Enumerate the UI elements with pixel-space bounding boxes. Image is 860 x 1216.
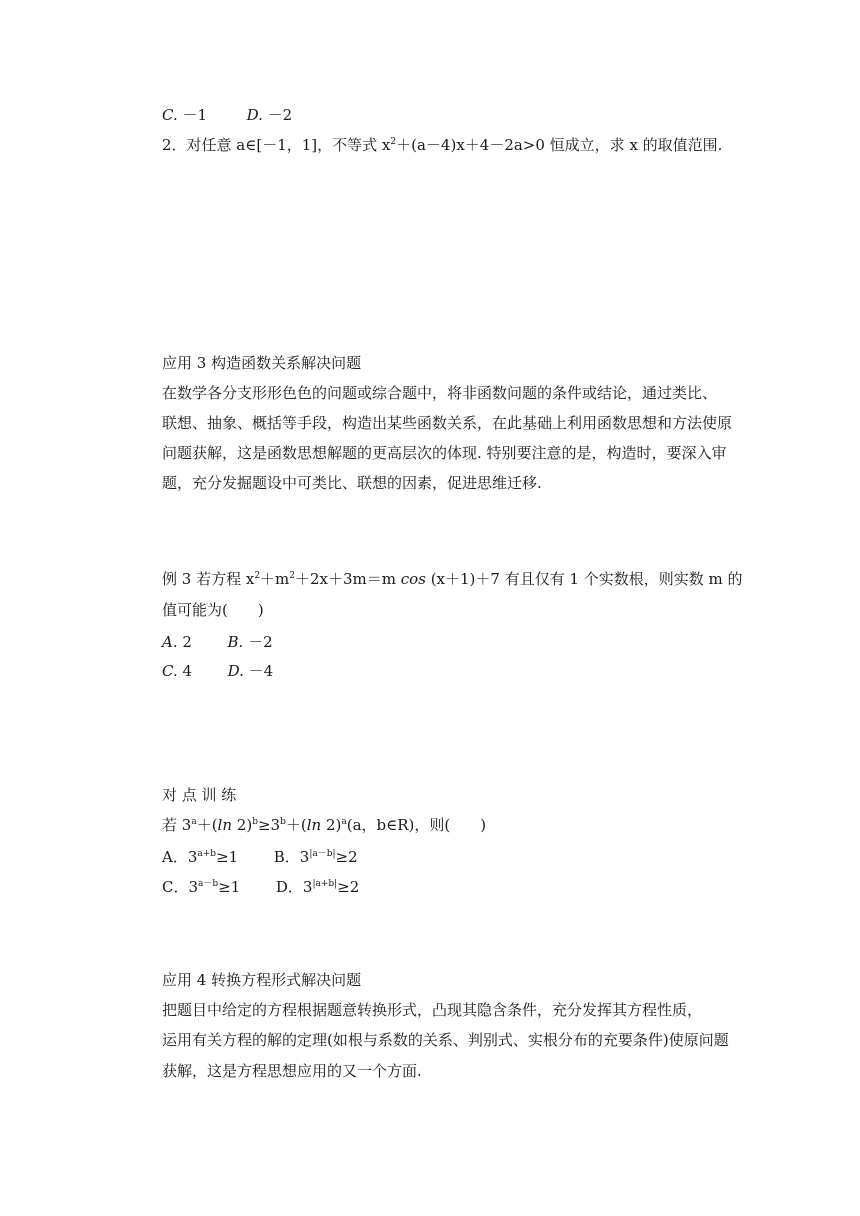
example-3-line-1 bbox=[162, 569, 743, 589]
to-d-sup: |a+b| bbox=[312, 879, 338, 889]
app4-paragraph-line-2: 运用有关方程的解的定理(如根与系数的关系、判别式、实根分布的充要条件)使原问题 bbox=[162, 1031, 729, 1049]
ex3-sup-1: 2 bbox=[254, 571, 261, 581]
ex3-text-b: ＋m bbox=[260, 570, 290, 588]
ex3-text-c: ＋2x＋3m＝m bbox=[295, 570, 401, 588]
tq-sup-2: b bbox=[252, 817, 258, 827]
to-a-sup: a+b bbox=[197, 849, 217, 859]
to-a: A．3 bbox=[162, 848, 198, 866]
tq-4: ≥3 bbox=[257, 816, 281, 834]
tq-sup-1: a bbox=[191, 817, 197, 827]
app4-paragraph-line-1: 把题目中给定的方程根据题意转换形式，凸现其隐含条件，充分发挥其方程性质， bbox=[162, 1001, 703, 1019]
option-c-value: －1 bbox=[182, 106, 208, 124]
app3-paragraph-line-3: 问题获解，这是函数思想解题的更高层次的体现. 特别要注意的是，构造时，要深入审 bbox=[162, 444, 727, 462]
training-options-cd bbox=[162, 877, 359, 897]
ex3-option-d-label: D. bbox=[227, 662, 244, 680]
question-2 bbox=[162, 135, 722, 155]
q2-sup: 2 bbox=[390, 137, 397, 147]
tq-sup-4: a bbox=[341, 817, 347, 827]
example-3-options-cd bbox=[162, 661, 273, 681]
app4-paragraph-line-3: 获解，这是方程思想应用的又一个方面. bbox=[162, 1062, 422, 1080]
to-d-tail: ≥2 bbox=[337, 878, 360, 896]
to-d: D．3 bbox=[275, 878, 313, 896]
training-question bbox=[162, 815, 486, 835]
q1-options-cd bbox=[162, 105, 292, 125]
q2-text-2: ＋(a－4)x＋4－2a>0 恒成立，求 x 的取值范围. bbox=[396, 136, 723, 154]
tq-ln-2: ln bbox=[306, 816, 322, 834]
training-options-ab bbox=[162, 847, 358, 867]
ex3-option-b-label: B. bbox=[227, 633, 244, 651]
ex3-option-c-value: 4 bbox=[182, 662, 193, 680]
app3-paragraph-line-2: 联想、抽象、概括等手段，构造出某些函数关系，在此基础上利用函数思想和方法使原 bbox=[162, 414, 733, 432]
tq-5: ＋( bbox=[285, 816, 307, 834]
ex3-option-a-value: 2 bbox=[182, 633, 192, 651]
option-d-value: －2 bbox=[267, 106, 293, 124]
section-heading-app4: 应用 4 转换方程形式解决问题 bbox=[162, 971, 362, 989]
ex3-sup-2: 2 bbox=[289, 571, 296, 581]
to-b-tail: ≥2 bbox=[335, 848, 358, 866]
ex3-option-c-label: C. bbox=[162, 662, 178, 680]
section-heading-app3: 应用 3 构造函数关系解决问题 bbox=[162, 354, 362, 372]
tq-3: 2) bbox=[232, 816, 253, 834]
to-b: B．3 bbox=[273, 848, 310, 866]
to-a-tail: ≥1 bbox=[216, 848, 239, 866]
app3-paragraph-line-4: 题，充分发掘题设中可类比、联想的因素，促进思维迁移. bbox=[162, 474, 542, 492]
to-c-tail: ≥1 bbox=[218, 878, 241, 896]
ex3-cos: cos bbox=[400, 570, 426, 588]
app3-paragraph-line-1: 在数学各分支形形色色的问题或综合题中，将非函数问题的条件或结论，通过类比、 bbox=[162, 384, 718, 402]
example-3-options-ab bbox=[162, 632, 273, 652]
training-heading: 对 点 训 练 bbox=[162, 786, 237, 804]
q2-text-1: 2．对任意 a∈[－1，1]，不等式 x bbox=[162, 136, 391, 154]
option-c-label: C. bbox=[162, 106, 178, 124]
tq-ln-1: ln bbox=[217, 816, 233, 834]
tq-2: ＋( bbox=[196, 816, 218, 834]
ex3-option-d-value: －4 bbox=[248, 662, 274, 680]
tq-sup-3: b bbox=[280, 817, 286, 827]
ex3-option-a-label: A. bbox=[162, 633, 178, 651]
example-3-line-2: 值可能为( ) bbox=[162, 601, 264, 619]
tq-1: 若 3 bbox=[162, 816, 192, 834]
to-c-sup: a－b bbox=[198, 879, 219, 889]
ex3-text-d: (x＋1)＋7 有且仅有 1 个实数根，则实数 m 的 bbox=[425, 570, 743, 588]
to-b-sup: |a－b| bbox=[309, 849, 336, 859]
tq-6: 2) bbox=[321, 816, 342, 834]
ex3-option-b-value: －2 bbox=[248, 633, 273, 651]
option-d-label: D. bbox=[246, 106, 263, 124]
to-c: C．3 bbox=[162, 878, 199, 896]
ex3-text-a: 例 3 若方程 x bbox=[162, 570, 255, 588]
tq-7: (a，b∈R)，则( ) bbox=[346, 816, 487, 834]
